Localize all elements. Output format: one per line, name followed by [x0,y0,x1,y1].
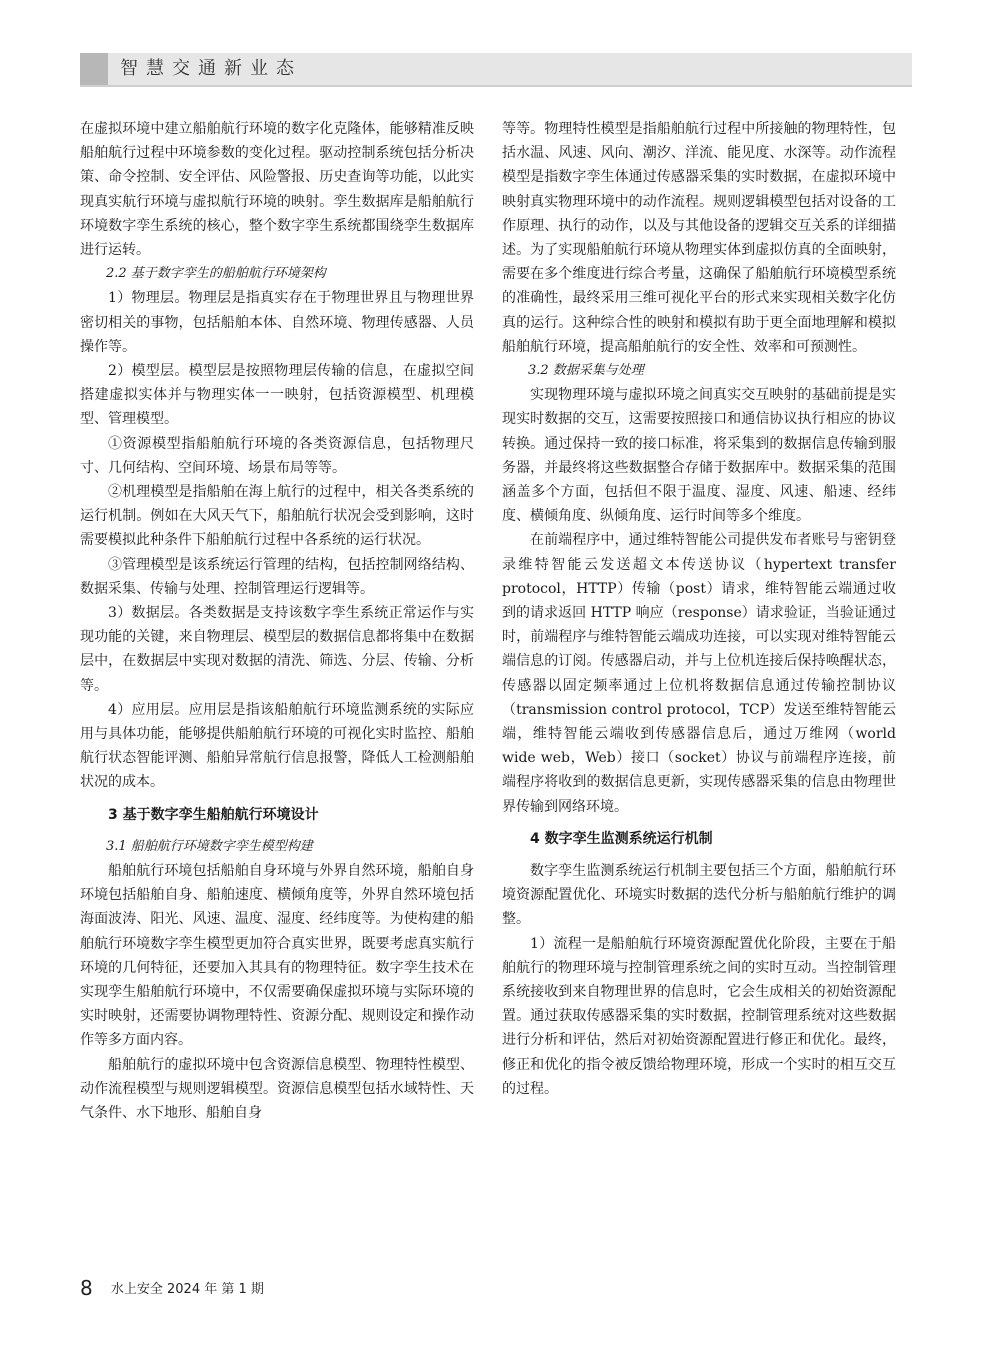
header-title: 智慧交通新业态 [120,58,302,79]
paragraph: 在前端程序中，通过维特智能公司提供发布者账号与密钥登录维特智能云发送超文本传送协议（hypertext transfer protocol，HTTP）传输（post）请求，维特智能云端通过收到的请求返回 HTTP 响应（response）请求验证，当验证通过时，前端程序与维特智能云端成功连接，可以实现对维特智能云端信息的订阅。传感器启动，并与上位机连接后保持唤醒状态，传感器以固定频率通过上位机将数据信息通过传输控制协议（transmission control protocol，TCP）发送至维特智能云端，维特智能云端收到传感器信息后，通过万维网（world wide web，Web）接口（socket）协议与前端程序连接，前端程序将收到的数据信息更新，实现传感器采集的信息由物理世界传输到网络环境。 [502,532,896,815]
journal-info: 水上安全 2024 年 第 1 期 [110,1282,264,1297]
paragraph: 1）流程一是船舶航行环境资源配置优化阶段，主要在于船舶航行的物理环境与控制管理系统之间的实时互动。当控制管理系统接收到来自物理世界的信息时，它会生成相关的初始资源配置。通过获取传感器采集的实时数据，控制管理系统对这些数据进行分析和评估，然后对初始资源配置进行修正和优化。最终，修正和优化的指令被反馈给物理环境，形成一个实时的相互交互的过程。 [502,935,896,1097]
paragraph: 2）模型层。模型层是按照物理层传输的信息，在虚拟空间搭建虚拟实体并与物理实体一一映射，包括资源模型、机理模型、管理模型。 [80,363,474,428]
right-column [502,117,896,1101]
section-heading-3-1: 3.1 船舶航行环境数字孪生模型构建 [106,838,313,854]
running-header [80,53,912,87]
paragraph: 船舶航行的虚拟环境中包含资源信息模型、物理特性模型、动作流程模型与规则逻辑模型。资源信息模型包括水域特性、天气条件、水下地形、船舶自身 [80,1056,474,1121]
paragraph: 等等。物理特性模型是指船舶航行过程中所接触的物理特性，包括水温、风速、风向、潮汐、洋流、能见度、水深等。动作流程模型是指数字孪生体通过传感器采集的实时数据，在虚拟环境中映射真实物理环境中的动作流程。规则逻辑模型包括对设备的工作原理、执行的动作，以及与其他设备的逻辑交互关系的详细描述。为了实现船舶航行环境从物理实体到虚拟仿真的全面映射，需要在多个维度进行综合考量，这确保了船舶航行环境模型系统的准确性，最终采用三维可视化平台的形式来实现相关数字化仿真的运行。这种综合性的映射和模拟有助于更全面地理解和模拟船舶航行环境，提高船舶航行的安全性、效率和可预测性。 [502,121,896,355]
paragraph: 实现物理环境与虚拟环境之间真实交互映射的基础前提是实现实时数据的交互，这需要按照接口和通信协议执行相应的协议转换。通过保持一致的接口标准，将采集到的数据信息传输到服务器，并最终将这些数据整合存储于数据库中。数据采集的范围涵盖多个方面，包括但不限于温度、湿度、风速、船速、经纬度、横倾角度、纵倾角度、运行时间等多个维度。 [502,387,896,525]
paragraph: ①资源模型指船舶航行环境的各类资源信息，包括物理尺寸、几何结构、空间环境、场景布局等等。 [80,435,474,476]
section-heading-4: 4 数字孪生监测系统运行机制 [530,830,713,847]
paragraph: 4）应用层。应用层是指该船舶航行环境监测系统的实际应用与具体功能，能够提供船舶航行环境的可视化实时监控、船舶航行状态智能评测、船舶异常航行信息报警，降低人工检测船舶状况的成本。 [80,701,474,791]
section-heading-3-2: 3.2 数据采集与处理 [528,363,644,379]
paragraph: ③管理模型是该系统运行管理的结构，包括控制网络结构、数据采集、传输与处理、控制管理运行逻辑等。 [80,556,474,597]
page-number: 8 [80,1276,93,1300]
page-footer [80,1276,264,1300]
paragraph: 船舶航行环境包括船舶自身环境与外界自然环境，船舶自身环境包括船舶自身、船舶速度、横倾角度等，外界自然环境包括海面波涛、阳光、风速、温度、湿度、经纬度等。为使构建的船舶航行环境数字孪生模型更加符合真实世界，既要考虑真实航行环境的几何特征，还要加入其具有的物理特征。数字孪生技术在实现孪生船舶航行环境中，不仅需要确保虚拟环境与实际环境的实时映射，还需要协调物理特性、资源分配、规则设定和操作动作等多方面内容。 [80,862,474,1049]
section-heading-3: 3 基于数字孪生船舶航行环境设计 [108,806,319,823]
header-gray-block [80,53,108,85]
paragraph: ②机理模型是指船舶在海上航行的过程中，相关各类系统的运行机制。例如在大风天气下，船舶航行状况会受到影响，这时需要模拟此种条件下船舶航行过程中各系统的运行状况。 [80,484,474,549]
paragraph: 1）物理层。物理层是指真实存在于物理世界且与物理世界密切相关的事物，包括船舶本体、自然环境、物理传感器、人员操作等。 [80,290,474,355]
paragraph: 数字孪生监测系统运行机制主要包括三个方面，船舶航行环境资源配置优化、环境实时数据的迭代分析与船舶航行维护的调整。 [502,862,896,928]
section-heading-2-2: 2.2 基于数字孪生的船舶航行环境架构 [106,266,326,282]
left-column [80,117,474,1125]
paragraph: 在虚拟环境中建立船舶航行环境的数字化克隆体，能够精准反映船舶航行过程中环境参数的变化过程。驱动控制系统包括分析决策、命令控制、安全评估、风险警报、历史查询等功能，以此实现真实航行环境与虚拟航行环境的映射。孪生数据库是船舶航行环境数字孪生系统的核心，整个数字孪生系统都围绕孪生数据库进行运转。 [80,121,474,259]
paragraph: 3）数据层。各类数据是支持该数字孪生系统正常运作与实现功能的关键，来自物理层、模型层的数据信息都将集中在数据层中，在数据层中实现对数据的清洗、筛选、分层、传输、分析等。 [80,605,474,694]
